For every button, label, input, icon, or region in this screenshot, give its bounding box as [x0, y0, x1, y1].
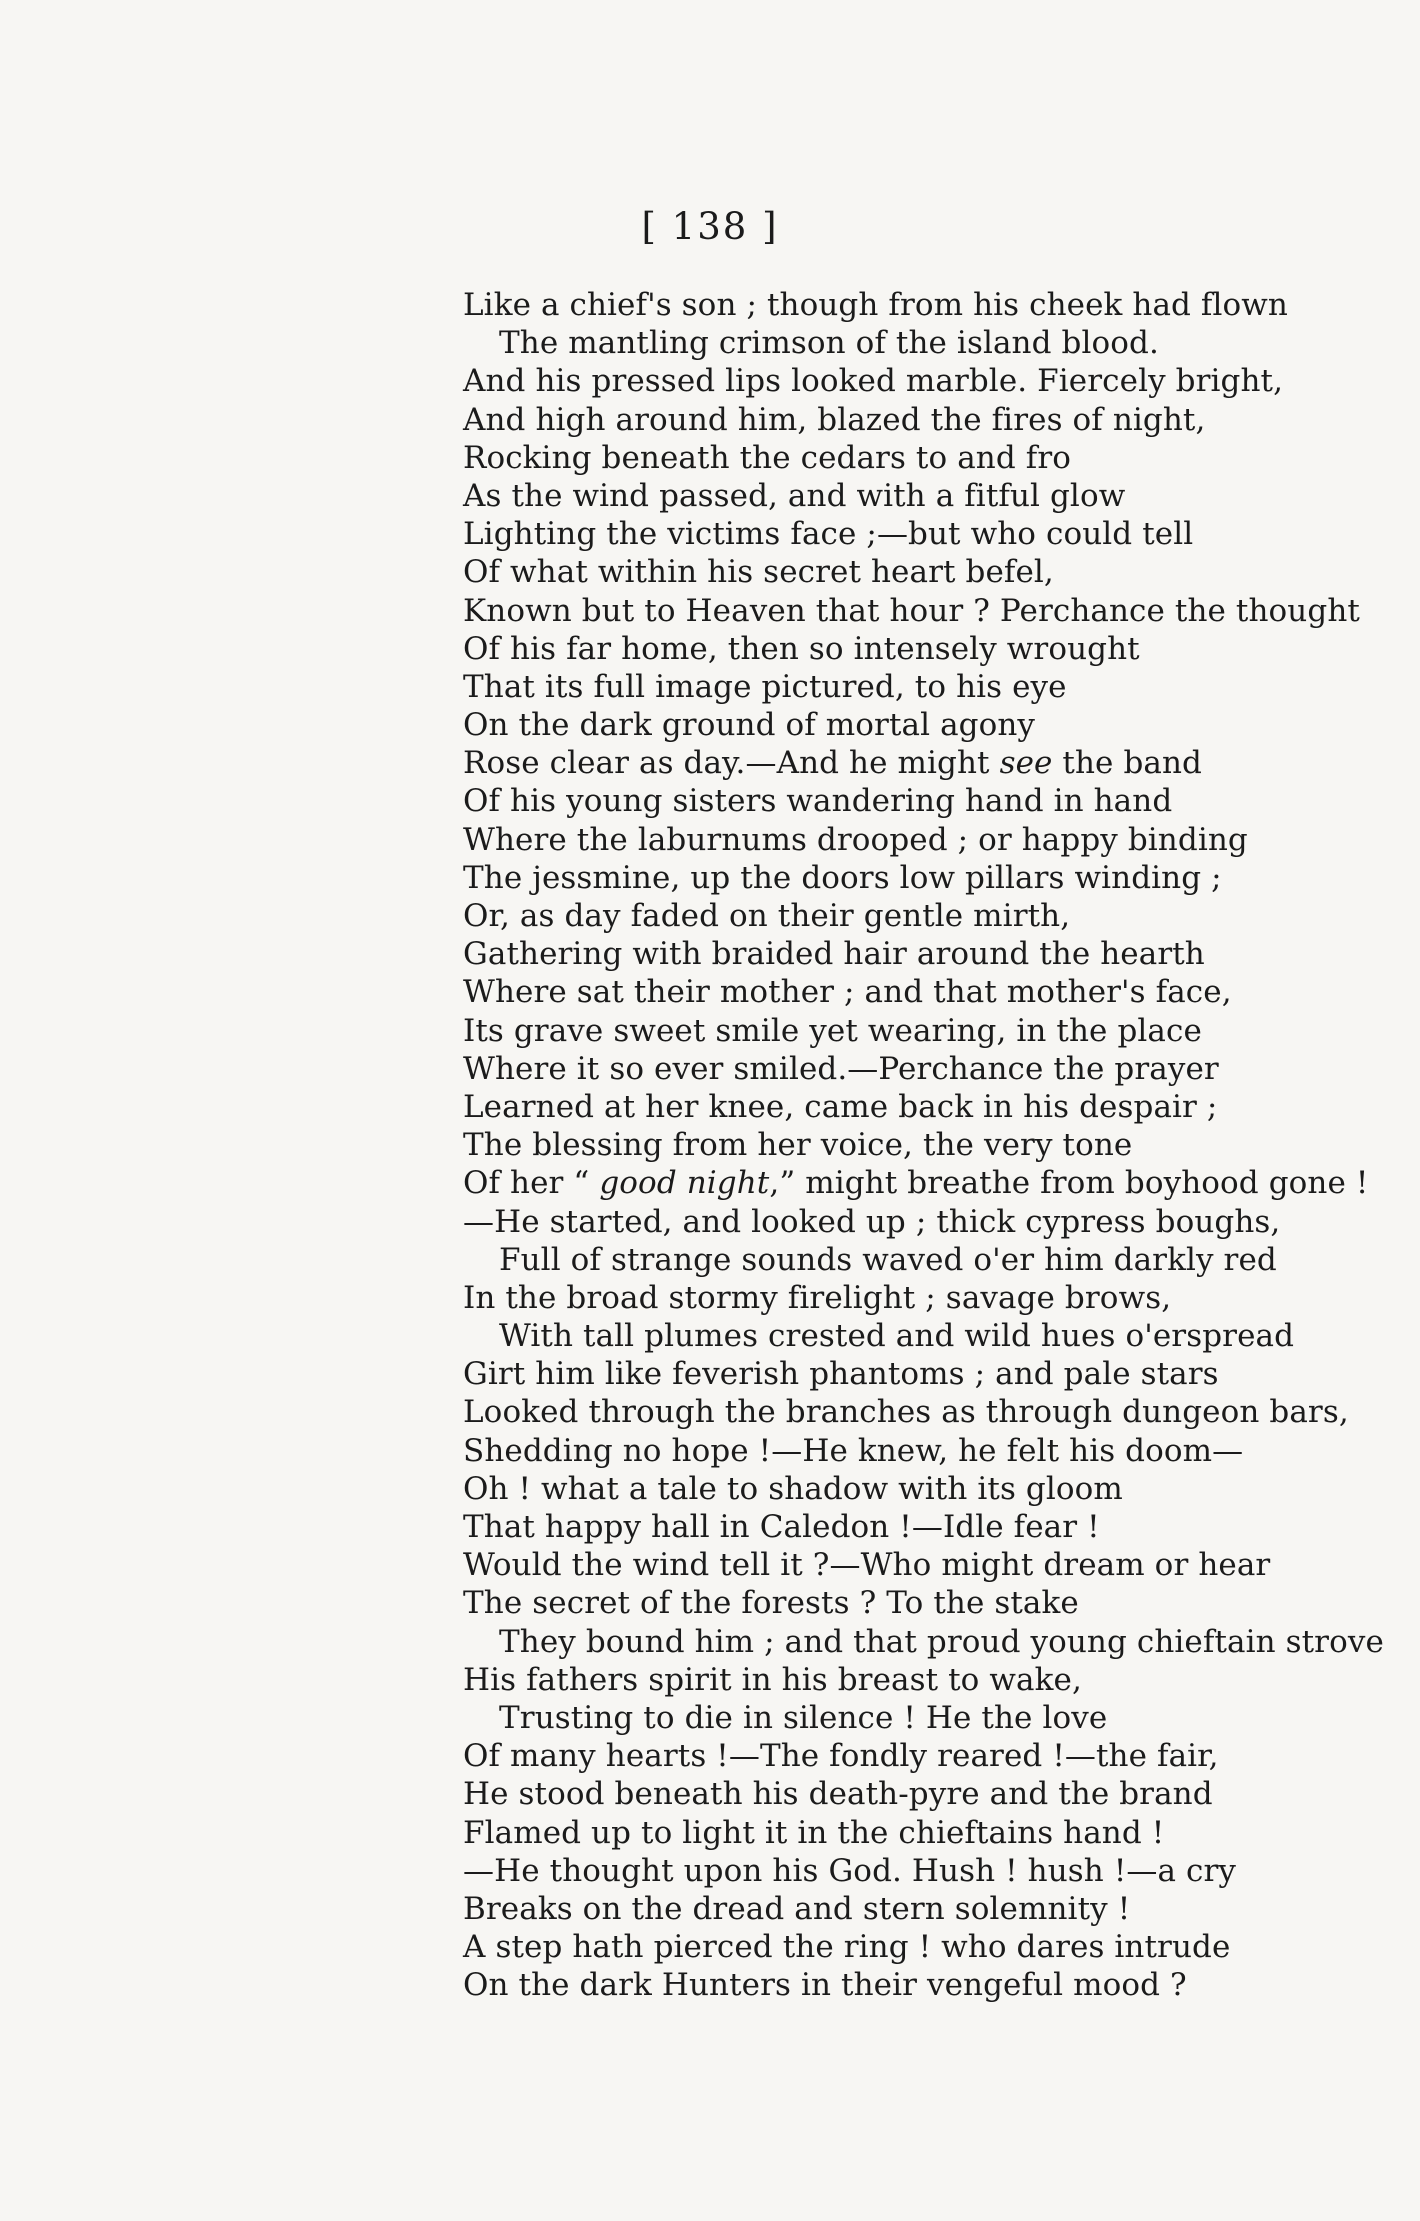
poem-line: Of her “ good night,” might breathe from boyhood gone ! [463, 1165, 1369, 1202]
poem-line: Where the laburnums drooped ; or happy binding [463, 821, 1248, 858]
poem-line: They bound him ; and that proud young chieftain strove [499, 1623, 1384, 1660]
poem-line: The blessing from her voice, the very tone [463, 1127, 1133, 1164]
poem-line: Rose clear as day.—And he might see the band [463, 745, 1202, 782]
poem-line: —He started, and looked up ; thick cypress boughs, [463, 1203, 1281, 1240]
poem-line: The secret of the forests ? To the stake [463, 1585, 1079, 1622]
poem-line: That happy hall in Caledon !—Idle fear ! [463, 1509, 1100, 1545]
poem-line: Learned at her knee, came back in his despair ; [463, 1088, 1218, 1125]
poem-line: Its grave sweet smile yet wearing, in the place [463, 1012, 1202, 1049]
poem-line: Gathering with braided hair around the hearth [463, 936, 1205, 973]
poem-line: And high around him, blazed the fires of night, [463, 401, 1206, 438]
poem-line: Of many hearts !—The fondly reared !—the fair, [463, 1738, 1219, 1775]
page-number: [ 138 ] [641, 205, 779, 248]
poem-line: Where it so ever smiled.—Perchance the prayer [463, 1050, 1219, 1087]
poem-line: A step hath pierced the ring ! who dares intrude [463, 1929, 1231, 1966]
poem-line: Looked through the branches as through dungeon bars, [463, 1394, 1349, 1431]
poem-line: Oh ! what a tale to shadow with its gloom [463, 1470, 1123, 1507]
poem-line: And his pressed lips looked marble. Fiercely bright, [463, 363, 1284, 400]
poem-line: Shedding no hope !—He knew, he felt his doom— [463, 1432, 1244, 1469]
poem-line: On the dark Hunters in their vengeful mood ? [463, 1967, 1187, 2004]
poem-line: The jessmine, up the doors low pillars winding ; [463, 859, 1222, 896]
poem-line: His fathers spirit in his breast to wake, [463, 1661, 1082, 1698]
poem-line: In the broad stormy firelight ; savage brows, [463, 1279, 1172, 1316]
poem-line: He stood beneath his death-pyre and the brand [463, 1776, 1213, 1813]
poem-line: —He thought upon his God. Hush ! hush !—a cry [463, 1852, 1237, 1889]
poem-line: Of his far home, then so intensely wrought [463, 630, 1140, 667]
poem-line: Known but to Heaven that hour ? Perchance the thought [463, 592, 1360, 629]
poem-line: Lighting the victims face ;—but who could tell [463, 516, 1194, 553]
poem-line: Where sat their mother ; and that mother's face, [463, 974, 1232, 1011]
poem-line: Flamed up to light it in the chieftains hand ! [463, 1814, 1165, 1851]
poem-line: Trusting to die in silence ! He the love [499, 1699, 1108, 1736]
poem-line: The mantling crimson of the island blood. [499, 325, 1159, 362]
poem-line: Or, as day faded on their gentle mirth, [463, 898, 1071, 934]
poem-line: Would the wind tell it ?—Who might dream or hear [463, 1547, 1271, 1584]
poem-line: With tall plumes crested and wild hues o'erspread [499, 1318, 1295, 1355]
poem-line: Full of strange sounds waved o'er him darkly red [499, 1241, 1277, 1278]
poem-line: Girt him like feverish phantoms ; and pale stars [463, 1356, 1219, 1393]
poem-line: Breaks on the dread and stern solemnity ! [463, 1890, 1131, 1927]
poem-line: Rocking beneath the cedars to and fro [463, 439, 1072, 476]
poem-line: On the dark ground of mortal agony [463, 707, 1036, 744]
poem-text [463, 286, 1384, 2004]
poem-line: Like a chief's son ; though from his cheek had flown [463, 287, 1288, 323]
poem-line: Of what within his secret heart befel, [463, 554, 1054, 591]
poem-line: That its full image pictured, to his eye [463, 668, 1067, 705]
poem-line: Of his young sisters wandering hand in hand [463, 783, 1173, 820]
poem-line: As the wind passed, and with a fitful glow [463, 477, 1126, 514]
